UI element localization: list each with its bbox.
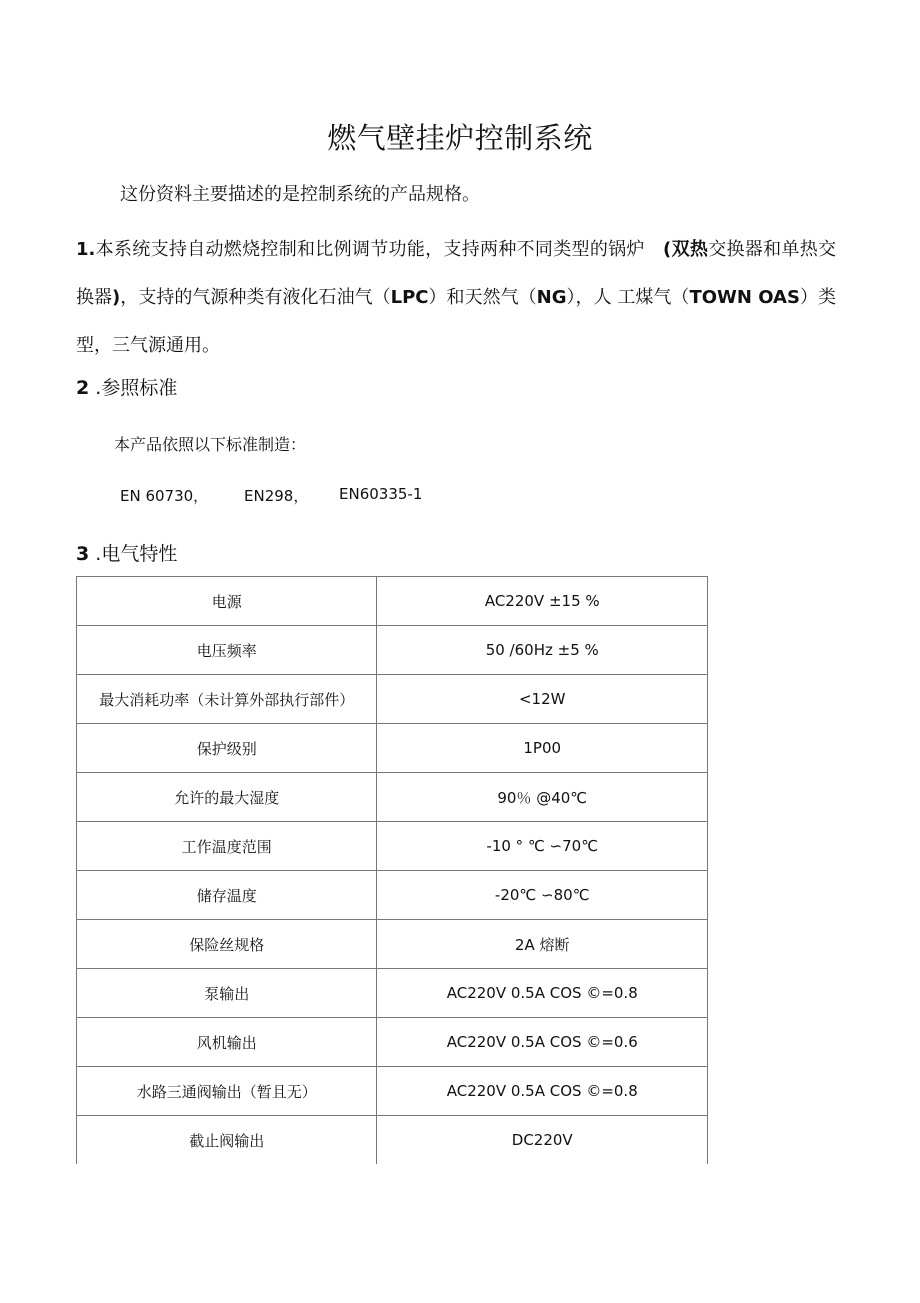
section-3-heading [76, 539, 177, 566]
value-cell: -20℃ ∽80℃ [377, 871, 708, 920]
param-cell: 保护级别 [77, 724, 377, 773]
section-1-text: (双热 [663, 239, 709, 260]
table-row [77, 1116, 708, 1165]
table-row [77, 969, 708, 1018]
param-cell: 截止阀输出 [77, 1116, 377, 1165]
standard-item: EN298， [244, 487, 309, 505]
value-cell: 50 /60Hz ±5 % [377, 626, 708, 675]
table-row [77, 773, 708, 822]
table-row [77, 1018, 708, 1067]
param-cell: 工作温度范围 [77, 822, 377, 871]
table-row [77, 577, 708, 626]
table-row [77, 920, 708, 969]
param-cell: 保险丝规格 [77, 920, 377, 969]
param-cell: 允许的最大湿度 [77, 773, 377, 822]
value-cell: <12W [377, 675, 708, 724]
value-cell: DC220V [377, 1116, 708, 1165]
electrical-spec-table [76, 576, 708, 1164]
section-1-text: 本系统支持自动燃烧控制和比例调节功能，支持两种不同类型的锅炉 [95, 239, 664, 260]
gas-type-town: TOWN OAS [689, 287, 800, 308]
standards-intro: 本产品依照以下标准制造： [114, 435, 307, 454]
value-cell: -10 ° ℃ ∽70℃ [377, 822, 708, 871]
section-1-number: 1. [76, 239, 96, 260]
standard-item: EN60335-1 [339, 485, 423, 503]
section-1-text: ) [112, 287, 121, 308]
standards-list [120, 485, 422, 506]
section-3-number: 3 [76, 543, 90, 565]
param-cell: 储存温度 [77, 871, 377, 920]
value-cell: AC220V 0.5A COS ©=0.6 [377, 1018, 708, 1067]
param-cell: 泵输出 [77, 969, 377, 1018]
table-row [77, 724, 708, 773]
section-1-text: ），人 工煤气（ [566, 287, 690, 308]
value-cell: 1P00 [377, 724, 708, 773]
param-cell: 风机输出 [77, 1018, 377, 1067]
section-3-title: .电气特性 [89, 543, 178, 565]
table-row [77, 871, 708, 920]
value-cell: AC220V 0.5A COS ©=0.8 [377, 1067, 708, 1116]
value-cell: 2A 熔断 [377, 920, 708, 969]
gas-type-ng: NG [536, 287, 567, 308]
section-1-text: 交换器和单热交换器 [76, 239, 837, 308]
section-1-text: ）类型，三气源通用。 [76, 287, 837, 356]
intro-paragraph: 这份资料主要描述的是控制系统的产品规格。 [120, 184, 480, 205]
section-2-heading [76, 373, 177, 400]
param-cell: 电源 [77, 577, 377, 626]
section-1-paragraph [76, 226, 836, 370]
section-2-number: 2 [76, 377, 90, 399]
section-2-title: .参照标准 [89, 377, 178, 399]
value-cell: AC220V ±15 % [377, 577, 708, 626]
table-row [77, 626, 708, 675]
param-cell: 水路三通阀输出（暂且无） [77, 1067, 377, 1116]
param-cell: 最大消耗功率（未计算外部执行部件） [77, 675, 377, 724]
standard-item: EN 60730， [120, 487, 209, 505]
table-row [77, 1067, 708, 1116]
table-row [77, 675, 708, 724]
section-1-text: ）和天然气（ [428, 287, 537, 308]
param-cell: 电压频率 [77, 626, 377, 675]
section-1-text: ，支持的气源种类有液化石油气（ [120, 287, 391, 308]
value-cell: AC220V 0.5A COS ©=0.8 [377, 969, 708, 1018]
value-cell: 90％ @40℃ [377, 773, 708, 822]
gas-type-lpc: LPC [390, 287, 429, 308]
page-title: 燃气壁挂炉控制系统 [327, 121, 593, 155]
table-row [77, 822, 708, 871]
